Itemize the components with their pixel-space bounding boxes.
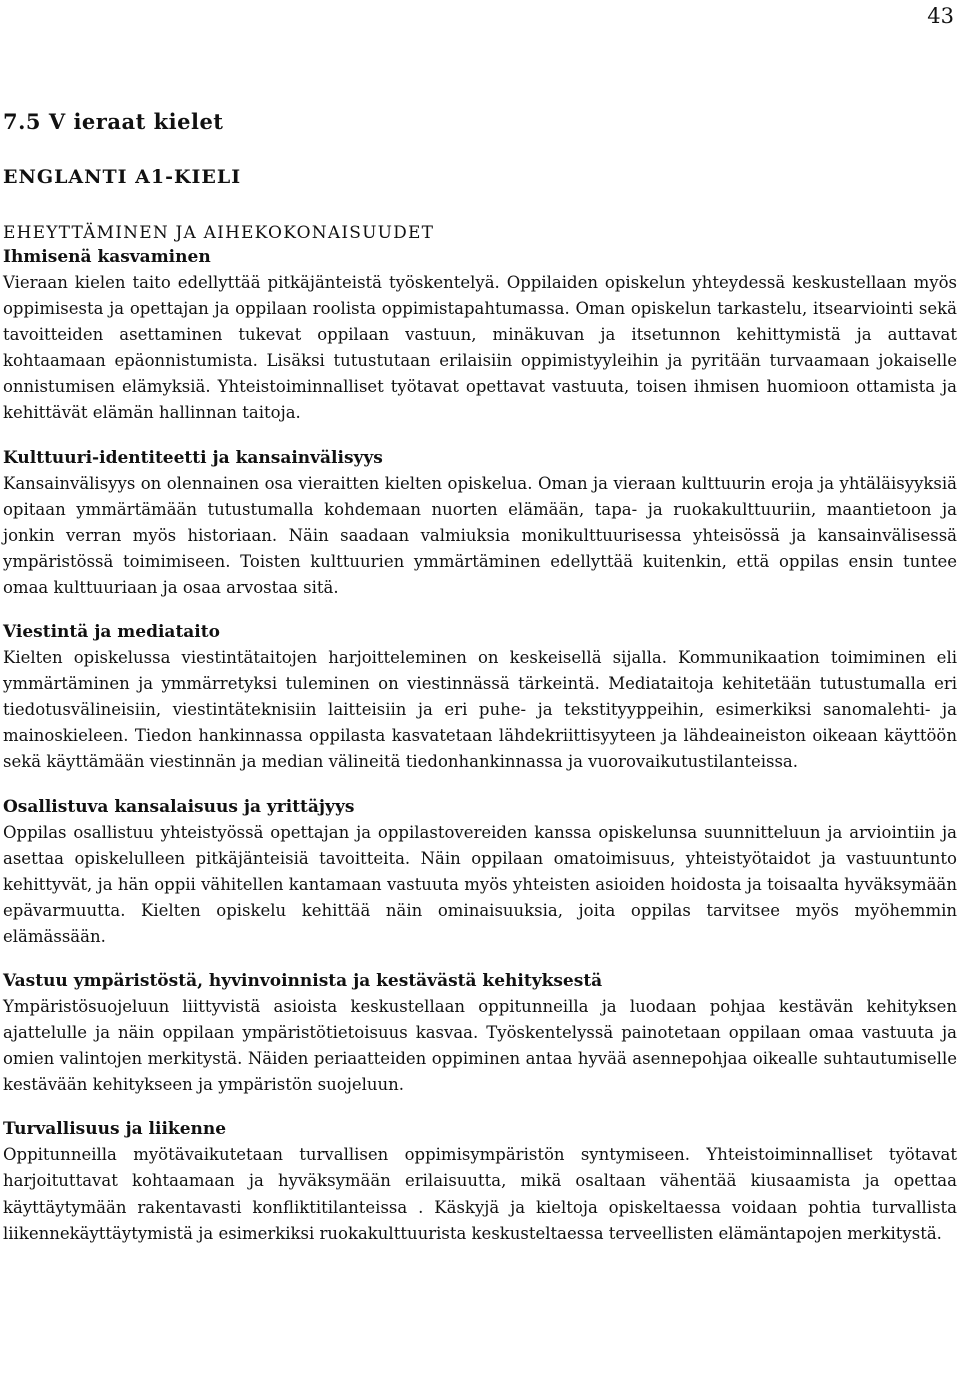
section-heading: Turvallisuus ja liikenne (3, 1119, 227, 1140)
section-text: Vieraan kielen taito edellyttää pitkäjänteistä työskentelyä. Oppilaiden opiskelun yhteydessä keskustellaan myös oppimisesta ja opettajan ja oppilaan roolista oppimistapahtumassa. Oman opiskelun tarkastelu, itsearviointi sekä tavoitteiden asettaminen tukevat oppilaan vastuun, minäkuvan ja itsetunnon kehittymistä ja auttavat kohtaamaan epäonnistumista. Lisäksi tutustutaan erilaisiin oppimistyyleihin ja pyritään turvaamaan jokaiselle onnistumisen elämyksiä. Yhteistoiminnalliset työtavat opettavat vastuuta, toisen ihmisen huomioon ottamista ja kehittävät elämän hallinnan taitoja. (3, 273, 957, 423)
section-safety-traffic (3, 1116, 957, 1246)
section-personal-growth (3, 244, 957, 427)
section-text: Ympäristösuojeluun liittyvistä asioista keskustellaan oppitunneilla ja luodaan pohjaa kestävän kehityksen ajattelulle ja näin oppilaan ympäristötietoisuus kasvaa. Työskentelyssä painotetaan oppilaan omaa vastuuta ja omien valintojen merkitystä. Näiden periaatteiden oppiminen antaa hyvää asennepohjaa oikealle suhtautumiselle kestävään kehitykseen ja ympäristön suojeluun. (3, 996, 957, 1095)
section-text: Kansainvälisyys on olennainen osa vieraitten kielten opiskelua. Oman ja vieraan kulttuurin eroja ja yhtäläisyyksiä opitaan ymmärtämään tutustumalla kohdemaan nuorten elämään, tapa- ja ruokakulttuuriin, maantietoon ja jonkin verran myös historiaan. Näin saadaan valmiuksia monikulttuurisessa yhteisössä ja kansainvälisessä ympäristössä toimimiseen. Toisten kulttuurien ymmärtäminen edellyttää kuitenkin, että oppilas ensin tuntee omaa kulttuuriaan ja osaa arvostaa sitä. (3, 473, 957, 597)
page-number: 43 (927, 4, 954, 28)
subject-title: ENGLANTI A1-KIELI (3, 166, 242, 188)
section-communication-media (3, 619, 957, 775)
section-text: Oppitunneilla myötävaikutetaan turvallisen oppimisympäristön syntymiseen. Yhteistoiminnalliset työtavat harjoituttavat kohtaamaan ja hyväksymään erilaisuutta, mikä osaltaan vähentää kiusaamista ja opettaa käyttäytymään rakentavasti konfliktitilanteissa . Käskyjä ja kieltoja opiskeltaessa voidaan pohtia turvallista liikennekäyttäytymistä ja esimerkiksi ruokakulttuurista keskusteltaessa terveellisten elämäntapojen merkitystä. (3, 1145, 957, 1243)
themes-header: EHEYTTÄMINEN JA AIHEKOKONAISUUDET (3, 223, 435, 243)
section-citizenship (3, 794, 957, 950)
section-environment (3, 968, 957, 1098)
section-heading: Ihmisenä kasvaminen (3, 247, 211, 267)
section-title: 7.5 V ieraat kielet (3, 109, 224, 134)
section-heading: Vastuu ympäristöstä, hyvinvoinnista ja kestävästä kehityksestä (3, 970, 603, 991)
section-heading: Osallistuva kansalaisuus ja yrittäjyys (3, 796, 355, 817)
section-heading: Kulttuuri-identiteetti ja kansainvälisyys (3, 447, 383, 468)
section-cultural-identity (3, 445, 957, 601)
section-text: Oppilas osallistuu yhteistyössä opettajan ja oppilastovereiden kanssa opiskelunsa suunnitteluun ja arviointiin ja asettaa opiskelulleen pitkäjänteisiä tavoitteita. Näin oppilaan omatoimisuus, yhteistyötaidot ja vastuuntunto kehittyvät, ja hän oppii vähitellen kantamaan vastuuta myös yhteisten asioiden hoidosta ja toisaalta hyväksymään epävarmuutta. Kielten opiskelu kehittää näin ominaisuuksia, joita oppilas tarvitsee myös myöhemmin elämässään. (3, 822, 957, 946)
section-heading: Viestintä ja mediataito (3, 622, 220, 643)
document-body (3, 108, 957, 1247)
section-text: Kielten opiskelussa viestintätaitojen harjoitteleminen on keskeisellä sijalla. Kommunikaation toimiminen eli ymmärtäminen ja ymmärretyksi tuleminen on viestinnässä tärkeintä. Mediataitoja kehitetään tutustumalla eri tiedotusvälineisiin, viestintäteknisiin laitteisiin ja eri puhe- ja tekstityyppeihin, esimerkiksi sanomalehti- ja mainoskieleen. Tiedon hankinnassa oppilasta kasvatetaan lähdekriittisyyteen ja lähdeaineiston oikeaan käyttöön sekä käyttämään viestinnän ja median välineitä tiedonhankinnassa ja vuorovaikutustilanteissa. (3, 648, 957, 772)
